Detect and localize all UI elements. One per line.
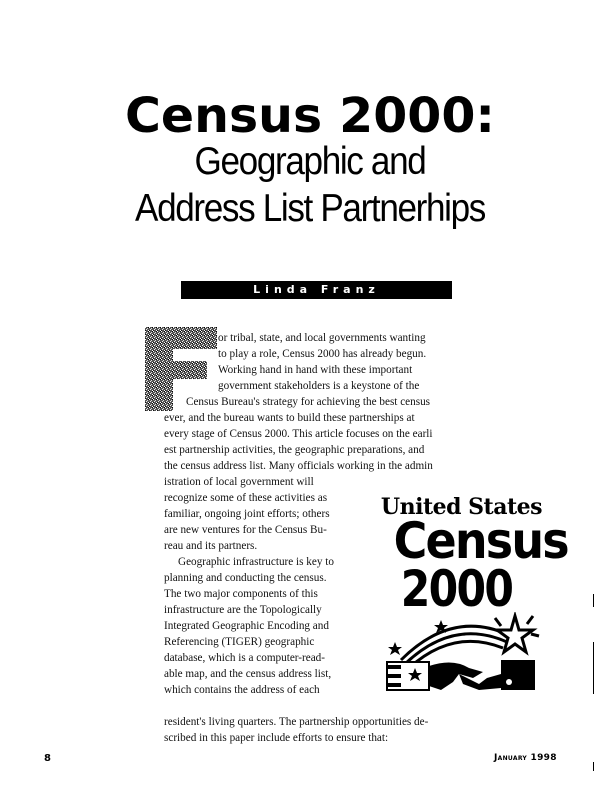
text-line: istration of local government will [164, 476, 314, 488]
logo-year: 2000 [400, 560, 513, 618]
text-line: scribed in this paper include efforts to ensure that: [164, 732, 389, 744]
text-line: Census Bureau's strategy for achieving the best census [186, 396, 431, 408]
text-line: or tribal, state, and local governments wanting [218, 332, 426, 344]
logo-united-states: United States [380, 494, 542, 520]
text-line: The two major components of this [164, 588, 318, 600]
text-line: familiar, ongoing joint efforts; others [164, 508, 330, 520]
article-subtitle-line1: Geographic and [194, 140, 426, 183]
page-number: 8 [44, 753, 51, 764]
text-line: resident's living quarters. The partnership opportunities de- [164, 716, 429, 728]
text-line: reau and its partners. [164, 540, 258, 552]
text-line: ever, and the bureau wants to build these partnerships at [164, 412, 415, 424]
article-title: Census 2000: [124, 88, 496, 144]
text-line: Referencing (TIGER) geographic [164, 636, 315, 648]
text-line: which contains the address of each [164, 684, 320, 696]
article-paragraph-main [164, 394, 453, 490]
margin-mark [593, 762, 594, 771]
text-line: Working hand in hand with these important [218, 364, 413, 376]
handshake-stars-flag-icon [383, 612, 543, 692]
text-line: every stage of Census 2000. This article focuses on the earli [164, 428, 433, 440]
census-2000-logo [380, 494, 568, 618]
margin-mark [593, 642, 594, 694]
text-line: infrastructure are the Topologically [164, 604, 322, 616]
text-line: Integrated Geographic Encoding and [164, 620, 329, 632]
margin-mark [593, 594, 594, 607]
article-paragraph-narrow [164, 490, 364, 698]
article-subtitle-line2: Address List Partnerhips [135, 187, 485, 230]
text-line: the census address list. Many officials working in the admin [164, 460, 433, 472]
text-line: to play a role, Census 2000 has already begun. [218, 348, 427, 360]
author-byline: Linda Franz [181, 281, 452, 299]
text-line: database, which is a computer-read- [164, 652, 325, 664]
article-paragraph-bottom [164, 714, 453, 746]
article-paragraph-intro [218, 330, 453, 394]
text-line: recognize some of these activities as [164, 492, 328, 504]
text-line: planning and conducting the census. [164, 572, 327, 584]
text-line: Geographic infrastructure is key to [178, 556, 334, 568]
text-line: government stakeholders is a keystone of the [218, 380, 420, 392]
text-line: est partnership activities, the geographic preparations, and [164, 444, 425, 456]
text-line: are new ventures for the Census Bu- [164, 524, 327, 536]
logo-census: Census [393, 512, 568, 570]
text-line: able map, and the census address list, [164, 668, 332, 680]
issue-date: January 1998 [494, 753, 557, 763]
